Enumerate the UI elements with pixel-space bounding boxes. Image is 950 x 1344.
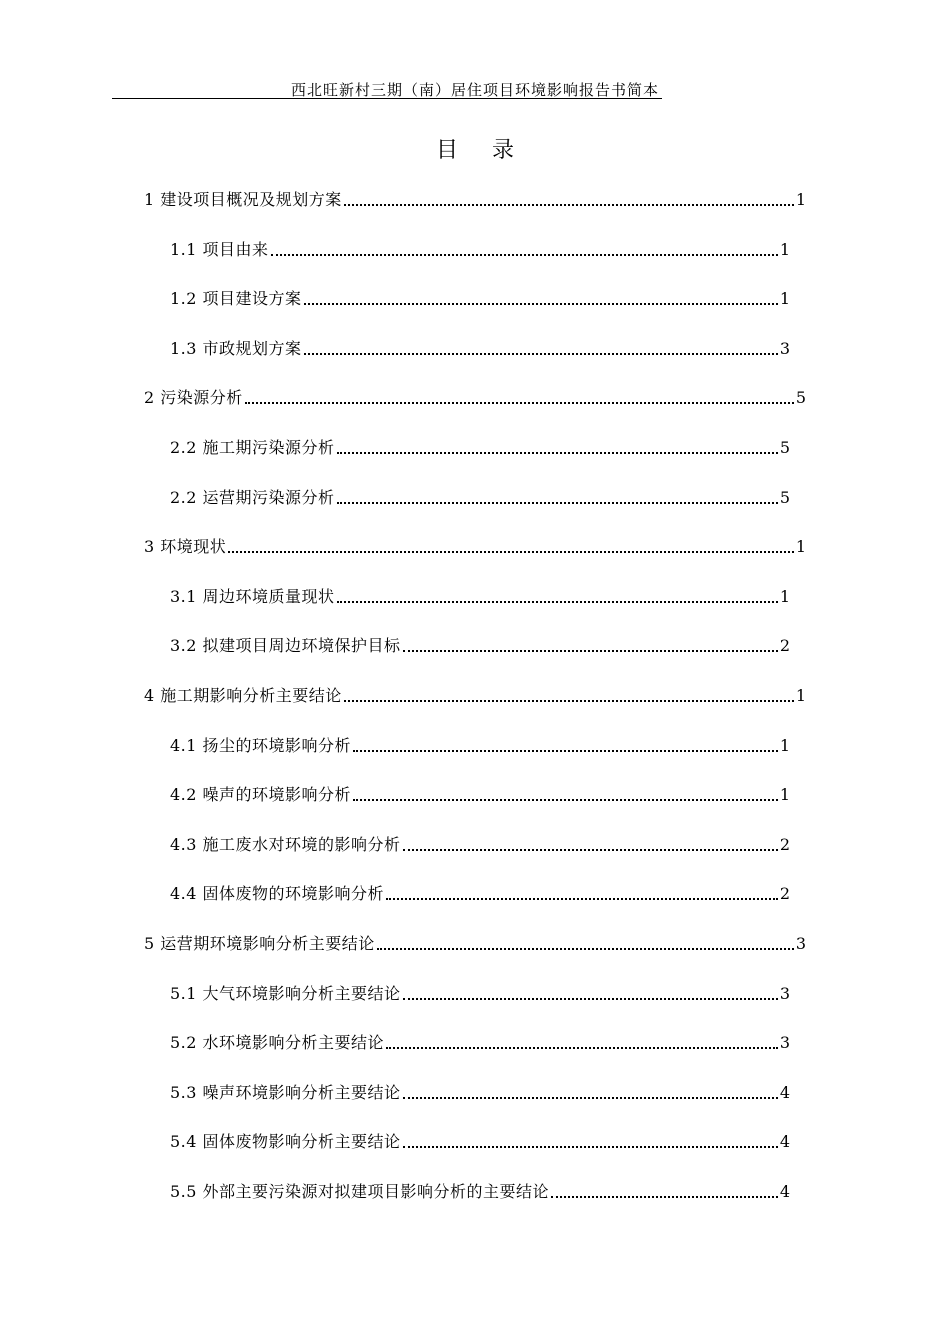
toc-entry-page: 1 (779, 587, 790, 606)
toc-entry-text: 1.2 项目建设方案 (170, 289, 302, 308)
toc-title (0, 135, 950, 167)
toc-entry-text: 4.2 噪声的环境影响分析 (170, 785, 352, 804)
toc-leader-dots (403, 1146, 778, 1148)
toc-leader-dots (337, 452, 778, 454)
toc-entry-text: 4.3 施工废水对环境的影响分析 (170, 835, 401, 854)
toc-title-char-1: 目 (435, 138, 458, 163)
toc-entry-page: 4 (779, 1083, 790, 1102)
toc-entry-text: 2.2 运营期污染源分析 (170, 488, 335, 507)
toc-leader-dots (228, 551, 794, 553)
toc-entry[interactable] (170, 235, 790, 261)
toc-entry[interactable] (170, 780, 790, 806)
toc-entry-text: 1.1 项目由来 (170, 240, 269, 259)
toc-leader-dots (386, 1047, 778, 1049)
toc-entry-page: 2 (779, 636, 790, 655)
toc-leader-dots (344, 204, 794, 206)
toc-leader-dots (245, 402, 794, 404)
toc-entry-page: 1 (779, 289, 790, 308)
toc-leader-dots (403, 650, 778, 652)
toc-entry[interactable] (170, 1127, 790, 1153)
toc-entry[interactable] (144, 185, 806, 211)
toc-leader-dots (271, 254, 778, 256)
toc-entry-page: 1 (795, 686, 806, 705)
header-rule (112, 98, 662, 99)
toc-entry[interactable] (144, 383, 806, 409)
toc-entry-page: 5 (795, 388, 806, 407)
toc-leader-dots (344, 700, 794, 702)
toc-entry[interactable] (170, 830, 790, 856)
toc-entry[interactable] (170, 582, 790, 608)
toc-entry-text: 5.3 噪声环境影响分析主要结论 (170, 1083, 401, 1102)
toc-entry-page: 1 (779, 785, 790, 804)
toc-entry[interactable] (170, 284, 790, 310)
toc-entry-text: 5.1 大气环境影响分析主要结论 (170, 984, 401, 1003)
toc-entry-page: 3 (795, 934, 806, 953)
toc-leader-dots (353, 750, 778, 752)
toc-entry[interactable] (144, 681, 806, 707)
toc-entry[interactable] (144, 929, 806, 955)
toc-entry[interactable] (170, 879, 790, 905)
toc-entry-page: 3 (779, 339, 790, 358)
toc-entry-text: 5 运营期环境影响分析主要结论 (144, 934, 375, 953)
toc-entry-page: 2 (779, 884, 790, 903)
toc-leader-dots (337, 601, 778, 603)
toc-leader-dots (304, 303, 778, 305)
toc-entry-text: 3.2 拟建项目周边环境保护目标 (170, 636, 401, 655)
toc-leader-dots (337, 502, 778, 504)
toc-entry[interactable] (170, 731, 790, 757)
toc-entry-text: 3 环境现状 (144, 537, 227, 556)
toc-entry-page: 3 (779, 984, 790, 1003)
toc-entry-text: 2.2 施工期污染源分析 (170, 438, 335, 457)
toc-entry-page: 1 (779, 736, 790, 755)
toc-entry-text: 5.2 水环境影响分析主要结论 (170, 1033, 385, 1052)
toc-entry-text: 1 建设项目概况及规划方案 (144, 190, 342, 209)
toc-entry-page: 1 (779, 240, 790, 259)
toc-entry-text: 2 污染源分析 (144, 388, 243, 407)
toc-leader-dots (403, 998, 778, 1000)
toc-entry-text: 4 施工期影响分析主要结论 (144, 686, 342, 705)
toc-entry-text: 4.1 扬尘的环境影响分析 (170, 736, 352, 755)
toc-entry[interactable] (170, 334, 790, 360)
toc-leader-dots (377, 948, 794, 950)
toc-entry-page: 4 (779, 1182, 790, 1201)
toc-entry[interactable] (170, 483, 790, 509)
page-header: 西北旺新村三期（南）居住项目环境影响报告书简本 (290, 81, 659, 99)
toc-entry-page: 2 (779, 835, 790, 854)
toc-entry[interactable] (170, 979, 790, 1005)
toc-entry-page: 5 (779, 488, 790, 507)
toc-leader-dots (403, 849, 778, 851)
toc-leader-dots (304, 353, 778, 355)
toc-entry-text: 3.1 周边环境质量现状 (170, 587, 335, 606)
toc-entry-page: 1 (795, 190, 806, 209)
toc-entry[interactable] (170, 1028, 790, 1054)
toc-entry[interactable] (170, 631, 790, 657)
toc-entry-page: 4 (779, 1132, 790, 1151)
toc-entry-text: 5.4 固体废物影响分析主要结论 (170, 1132, 401, 1151)
toc-entry[interactable] (170, 1177, 790, 1203)
toc-leader-dots (353, 799, 778, 801)
toc-entry-text: 5.5 外部主要污染源对拟建项目影响分析的主要结论 (170, 1182, 550, 1201)
toc-entry-page: 5 (779, 438, 790, 457)
toc-entry-text: 4.4 固体废物的环境影响分析 (170, 884, 385, 903)
toc-entry-page: 1 (795, 537, 806, 556)
toc-entry[interactable] (144, 532, 806, 558)
toc-title-char-2: 录 (492, 138, 515, 163)
toc-leader-dots (403, 1097, 778, 1099)
toc-entry[interactable] (170, 1078, 790, 1104)
toc-leader-dots (551, 1196, 778, 1198)
toc-leader-dots (386, 898, 778, 900)
toc-entry-text: 1.3 市政规划方案 (170, 339, 302, 358)
toc-entry-page: 3 (779, 1033, 790, 1052)
toc-entry[interactable] (170, 433, 790, 459)
